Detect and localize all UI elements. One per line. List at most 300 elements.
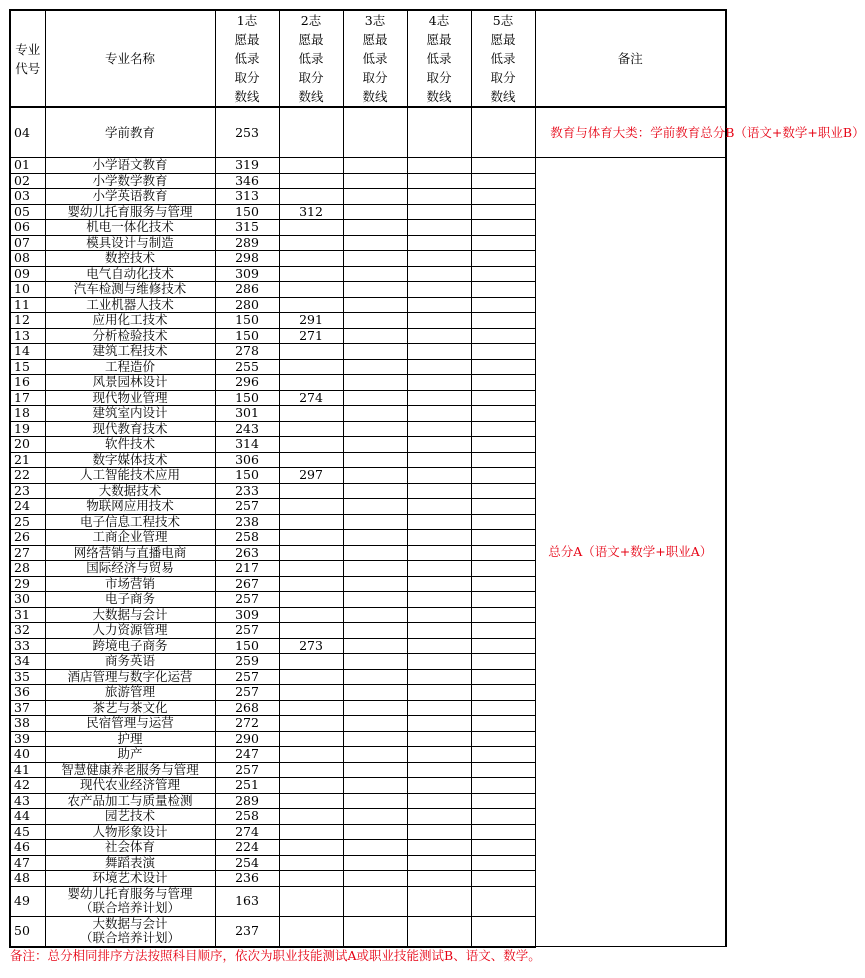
score-choice-3 bbox=[343, 685, 407, 701]
major-name: 电子商务 bbox=[45, 592, 215, 608]
score-choice-1: 224 bbox=[215, 840, 279, 856]
score-choice-3 bbox=[343, 514, 407, 530]
score-choice-2 bbox=[279, 762, 343, 778]
score-choice-1: 290 bbox=[215, 731, 279, 747]
major-code: 10 bbox=[10, 282, 45, 298]
score-choice-4 bbox=[407, 716, 471, 732]
score-choice-4 bbox=[407, 375, 471, 391]
score-choice-1: 150 bbox=[215, 204, 279, 220]
major-code: 33 bbox=[10, 638, 45, 654]
major-name: 护理 bbox=[45, 731, 215, 747]
major-name-subline: （联合培养计划） bbox=[79, 900, 180, 915]
score-choice-1: 255 bbox=[215, 359, 279, 375]
score-choice-5 bbox=[471, 437, 535, 453]
score-choice-5 bbox=[471, 344, 535, 360]
major-code: 15 bbox=[10, 359, 45, 375]
score-choice-1: 319 bbox=[215, 158, 279, 174]
score-choice-2 bbox=[279, 297, 343, 313]
score-choice-5 bbox=[471, 158, 535, 174]
major-name: 市场营销 bbox=[45, 576, 215, 592]
score-choice-3 bbox=[343, 840, 407, 856]
score-choice-3 bbox=[343, 328, 407, 344]
score-choice-3 bbox=[343, 390, 407, 406]
score-choice-1: 217 bbox=[215, 561, 279, 577]
score-choice-4 bbox=[407, 561, 471, 577]
score-choice-1: 309 bbox=[215, 607, 279, 623]
score-choice-5 bbox=[471, 204, 535, 220]
score-choice-5 bbox=[471, 421, 535, 437]
major-code: 35 bbox=[10, 669, 45, 685]
score-choice-1: 309 bbox=[215, 266, 279, 282]
score-choice-2 bbox=[279, 499, 343, 515]
header-major-name: 专业名称 bbox=[45, 10, 215, 107]
major-name: 人工智能技术应用 bbox=[45, 468, 215, 484]
score-choice-3 bbox=[343, 669, 407, 685]
score-choice-5 bbox=[471, 607, 535, 623]
score-choice-3 bbox=[343, 483, 407, 499]
score-choice-3 bbox=[343, 437, 407, 453]
score-choice-5 bbox=[471, 654, 535, 670]
score-choice-2 bbox=[279, 809, 343, 825]
score-choice-2 bbox=[279, 700, 343, 716]
major-code: 06 bbox=[10, 220, 45, 236]
major-code: 24 bbox=[10, 499, 45, 515]
major-name: 现代农业经济管理 bbox=[45, 778, 215, 794]
score-choice-3 bbox=[343, 344, 407, 360]
header-choice-2: 2志愿最低录取分数线 bbox=[279, 10, 343, 107]
score-choice-3 bbox=[343, 251, 407, 267]
score-choice-1: 263 bbox=[215, 545, 279, 561]
score-choice-4 bbox=[407, 638, 471, 654]
major-code: 26 bbox=[10, 530, 45, 546]
score-choice-5 bbox=[471, 871, 535, 887]
score-choice-1: 278 bbox=[215, 344, 279, 360]
major-code: 46 bbox=[10, 840, 45, 856]
score-choice-3 bbox=[343, 297, 407, 313]
score-choice-2 bbox=[279, 545, 343, 561]
major-code: 39 bbox=[10, 731, 45, 747]
score-choice-5 bbox=[471, 499, 535, 515]
score-choice-3 bbox=[343, 266, 407, 282]
score-choice-2 bbox=[279, 220, 343, 236]
score-choice-4 bbox=[407, 809, 471, 825]
score-choice-3 bbox=[343, 189, 407, 205]
score-choice-1: 257 bbox=[215, 499, 279, 515]
major-name: 国际经济与贸易 bbox=[45, 561, 215, 577]
score-choice-1: 267 bbox=[215, 576, 279, 592]
major-code: 49 bbox=[10, 886, 45, 916]
table-row bbox=[10, 158, 726, 174]
major-name: 应用化工技术 bbox=[45, 313, 215, 329]
score-choice-3 bbox=[343, 592, 407, 608]
score-choice-2 bbox=[279, 916, 343, 947]
major-name: 小学数学教育 bbox=[45, 173, 215, 189]
score-choice-4 bbox=[407, 592, 471, 608]
score-choice-4 bbox=[407, 282, 471, 298]
score-choice-5 bbox=[471, 576, 535, 592]
score-choice-5 bbox=[471, 778, 535, 794]
score-choice-2 bbox=[279, 359, 343, 375]
major-code: 44 bbox=[10, 809, 45, 825]
major-code: 40 bbox=[10, 747, 45, 763]
major-code: 32 bbox=[10, 623, 45, 639]
score-choice-2 bbox=[279, 871, 343, 887]
score-choice-4 bbox=[407, 886, 471, 916]
score-choice-3 bbox=[343, 375, 407, 391]
score-choice-1: 274 bbox=[215, 824, 279, 840]
major-code: 20 bbox=[10, 437, 45, 453]
major-code: 18 bbox=[10, 406, 45, 422]
score-choice-1: 163 bbox=[215, 886, 279, 916]
score-choice-5 bbox=[471, 189, 535, 205]
score-choice-1: 150 bbox=[215, 638, 279, 654]
score-choice-4 bbox=[407, 576, 471, 592]
score-choice-4 bbox=[407, 871, 471, 887]
major-code: 11 bbox=[10, 297, 45, 313]
score-choice-2 bbox=[279, 235, 343, 251]
score-choice-5 bbox=[471, 220, 535, 236]
score-choice-4 bbox=[407, 344, 471, 360]
major-name: 数控技术 bbox=[45, 251, 215, 267]
score-choice-5 bbox=[471, 266, 535, 282]
major-code: 37 bbox=[10, 700, 45, 716]
score-choice-4 bbox=[407, 158, 471, 174]
score-choice-1: 233 bbox=[215, 483, 279, 499]
table-row bbox=[10, 107, 726, 158]
score-choice-1: 243 bbox=[215, 421, 279, 437]
major-code: 21 bbox=[10, 452, 45, 468]
score-choice-3 bbox=[343, 452, 407, 468]
score-choice-4 bbox=[407, 220, 471, 236]
score-choice-5 bbox=[471, 483, 535, 499]
score-choice-1: 313 bbox=[215, 189, 279, 205]
score-choice-3 bbox=[343, 107, 407, 158]
score-choice-3 bbox=[343, 871, 407, 887]
score-choice-5 bbox=[471, 638, 535, 654]
score-choice-5 bbox=[471, 840, 535, 856]
score-choice-2 bbox=[279, 282, 343, 298]
major-name: 小学语文教育 bbox=[45, 158, 215, 174]
score-choice-1: 251 bbox=[215, 778, 279, 794]
score-choice-4 bbox=[407, 499, 471, 515]
major-code: 28 bbox=[10, 561, 45, 577]
header-choice-4: 4志愿最低录取分数线 bbox=[407, 10, 471, 107]
score-choice-3 bbox=[343, 824, 407, 840]
major-name: 工业机器人技术 bbox=[45, 297, 215, 313]
score-choice-4 bbox=[407, 607, 471, 623]
score-choice-1: 247 bbox=[215, 747, 279, 763]
score-choice-1: 296 bbox=[215, 375, 279, 391]
major-name: 智慧健康养老服务与管理 bbox=[45, 762, 215, 778]
major-code: 17 bbox=[10, 390, 45, 406]
score-choice-2 bbox=[279, 840, 343, 856]
major-code: 03 bbox=[10, 189, 45, 205]
score-choice-2 bbox=[279, 421, 343, 437]
score-choice-1: 257 bbox=[215, 762, 279, 778]
score-choice-2 bbox=[279, 855, 343, 871]
score-choice-4 bbox=[407, 514, 471, 530]
score-choice-3 bbox=[343, 468, 407, 484]
score-choice-3 bbox=[343, 359, 407, 375]
score-choice-5 bbox=[471, 824, 535, 840]
score-choice-2 bbox=[279, 778, 343, 794]
major-name: 软件技术 bbox=[45, 437, 215, 453]
major-name: 小学英语教育 bbox=[45, 189, 215, 205]
score-choice-5 bbox=[471, 107, 535, 158]
score-choice-5 bbox=[471, 916, 535, 947]
major-code: 09 bbox=[10, 266, 45, 282]
score-choice-4 bbox=[407, 173, 471, 189]
score-choice-2 bbox=[279, 685, 343, 701]
score-choice-2: 274 bbox=[279, 390, 343, 406]
score-choice-2: 273 bbox=[279, 638, 343, 654]
score-choice-1: 238 bbox=[215, 514, 279, 530]
score-choice-2 bbox=[279, 669, 343, 685]
major-code: 04 bbox=[10, 107, 45, 158]
score-choice-3 bbox=[343, 313, 407, 329]
score-choice-3 bbox=[343, 499, 407, 515]
score-choice-1: 257 bbox=[215, 669, 279, 685]
major-code: 30 bbox=[10, 592, 45, 608]
major-code: 01 bbox=[10, 158, 45, 174]
major-name: 分析检验技术 bbox=[45, 328, 215, 344]
major-name: 大数据技术 bbox=[45, 483, 215, 499]
score-choice-4 bbox=[407, 204, 471, 220]
score-choice-3 bbox=[343, 204, 407, 220]
score-choice-5 bbox=[471, 251, 535, 267]
score-choice-2: 297 bbox=[279, 468, 343, 484]
score-choice-4 bbox=[407, 251, 471, 267]
score-choice-4 bbox=[407, 189, 471, 205]
score-choice-1: 268 bbox=[215, 700, 279, 716]
score-choice-5 bbox=[471, 731, 535, 747]
score-choice-5 bbox=[471, 530, 535, 546]
major-code: 08 bbox=[10, 251, 45, 267]
major-name: 社会体育 bbox=[45, 840, 215, 856]
score-choice-2 bbox=[279, 607, 343, 623]
score-choice-2 bbox=[279, 886, 343, 916]
major-name: 风景园林设计 bbox=[45, 375, 215, 391]
major-name bbox=[45, 916, 215, 947]
group-note-cell: 总分A（语文+数学+职业A） bbox=[535, 158, 726, 947]
score-choice-5 bbox=[471, 716, 535, 732]
score-choice-4 bbox=[407, 731, 471, 747]
score-choice-5 bbox=[471, 747, 535, 763]
major-name: 现代教育技术 bbox=[45, 421, 215, 437]
header-choice-5: 5志愿最低录取分数线 bbox=[471, 10, 535, 107]
score-choice-5 bbox=[471, 313, 535, 329]
major-name: 茶艺与茶文化 bbox=[45, 700, 215, 716]
score-choice-2 bbox=[279, 344, 343, 360]
score-choice-2 bbox=[279, 561, 343, 577]
score-choice-5 bbox=[471, 669, 535, 685]
score-choice-3 bbox=[343, 576, 407, 592]
score-choice-4 bbox=[407, 468, 471, 484]
score-choice-2: 271 bbox=[279, 328, 343, 344]
major-name: 环境艺术设计 bbox=[45, 871, 215, 887]
score-choice-5 bbox=[471, 700, 535, 716]
score-choice-3 bbox=[343, 282, 407, 298]
score-choice-5 bbox=[471, 514, 535, 530]
score-choice-2 bbox=[279, 483, 343, 499]
score-choice-3 bbox=[343, 793, 407, 809]
major-code: 25 bbox=[10, 514, 45, 530]
major-name: 网络营销与直播电商 bbox=[45, 545, 215, 561]
score-choice-4 bbox=[407, 700, 471, 716]
major-code: 22 bbox=[10, 468, 45, 484]
score-choice-3 bbox=[343, 762, 407, 778]
major-code: 13 bbox=[10, 328, 45, 344]
score-choice-2 bbox=[279, 375, 343, 391]
score-choice-2 bbox=[279, 514, 343, 530]
major-code: 16 bbox=[10, 375, 45, 391]
major-name: 工程造价 bbox=[45, 359, 215, 375]
score-choice-3 bbox=[343, 731, 407, 747]
score-choice-4 bbox=[407, 623, 471, 639]
score-choice-1: 298 bbox=[215, 251, 279, 267]
major-name: 民宿管理与运营 bbox=[45, 716, 215, 732]
score-choice-4 bbox=[407, 824, 471, 840]
score-choice-5 bbox=[471, 793, 535, 809]
score-choice-2 bbox=[279, 592, 343, 608]
score-choice-4 bbox=[407, 530, 471, 546]
major-name: 农产品加工与质量检测 bbox=[45, 793, 215, 809]
score-choice-4 bbox=[407, 762, 471, 778]
score-choice-3 bbox=[343, 530, 407, 546]
score-choice-1: 257 bbox=[215, 623, 279, 639]
score-choice-3 bbox=[343, 406, 407, 422]
score-choice-4 bbox=[407, 406, 471, 422]
major-name: 跨境电子商务 bbox=[45, 638, 215, 654]
score-choice-1: 257 bbox=[215, 685, 279, 701]
score-choice-4 bbox=[407, 747, 471, 763]
admission-score-table bbox=[9, 9, 865, 948]
score-choice-1: 315 bbox=[215, 220, 279, 236]
major-name: 电气自动化技术 bbox=[45, 266, 215, 282]
major-name: 模具设计与制造 bbox=[45, 235, 215, 251]
score-choice-3 bbox=[343, 855, 407, 871]
score-choice-1: 254 bbox=[215, 855, 279, 871]
major-name: 舞蹈表演 bbox=[45, 855, 215, 871]
score-choice-2 bbox=[279, 266, 343, 282]
score-choice-1: 259 bbox=[215, 654, 279, 670]
major-code: 19 bbox=[10, 421, 45, 437]
score-choice-3 bbox=[343, 220, 407, 236]
score-choice-4 bbox=[407, 107, 471, 158]
score-choice-3 bbox=[343, 747, 407, 763]
score-choice-4 bbox=[407, 545, 471, 561]
major-code: 48 bbox=[10, 871, 45, 887]
score-choice-3 bbox=[343, 623, 407, 639]
score-choice-1: 150 bbox=[215, 313, 279, 329]
score-choice-4 bbox=[407, 328, 471, 344]
major-name: 商务英语 bbox=[45, 654, 215, 670]
major-code: 34 bbox=[10, 654, 45, 670]
score-choice-2 bbox=[279, 107, 343, 158]
score-choice-5 bbox=[471, 561, 535, 577]
score-choice-4 bbox=[407, 266, 471, 282]
score-choice-2 bbox=[279, 452, 343, 468]
header-row bbox=[10, 10, 726, 107]
header-note: 备注 bbox=[535, 10, 726, 107]
score-choice-3 bbox=[343, 916, 407, 947]
score-choice-4 bbox=[407, 840, 471, 856]
score-choice-2 bbox=[279, 654, 343, 670]
score-choice-4 bbox=[407, 855, 471, 871]
major-code: 23 bbox=[10, 483, 45, 499]
score-choice-4 bbox=[407, 778, 471, 794]
score-choice-4 bbox=[407, 452, 471, 468]
score-choice-1: 258 bbox=[215, 809, 279, 825]
score-choice-5 bbox=[471, 235, 535, 251]
score-choice-1: 289 bbox=[215, 793, 279, 809]
major-code: 02 bbox=[10, 173, 45, 189]
score-choice-5 bbox=[471, 328, 535, 344]
major-name: 旅游管理 bbox=[45, 685, 215, 701]
score-choice-1: 150 bbox=[215, 328, 279, 344]
score-choice-5 bbox=[471, 390, 535, 406]
score-choice-4 bbox=[407, 669, 471, 685]
score-choice-3 bbox=[343, 158, 407, 174]
score-choice-5 bbox=[471, 359, 535, 375]
major-name: 助产 bbox=[45, 747, 215, 763]
major-code: 43 bbox=[10, 793, 45, 809]
major-name: 汽车检测与维修技术 bbox=[45, 282, 215, 298]
score-choice-5 bbox=[471, 468, 535, 484]
major-name: 机电一体化技术 bbox=[45, 220, 215, 236]
score-choice-3 bbox=[343, 421, 407, 437]
score-choice-4 bbox=[407, 916, 471, 947]
major-code: 36 bbox=[10, 685, 45, 701]
score-choice-3 bbox=[343, 778, 407, 794]
score-choice-3 bbox=[343, 173, 407, 189]
header-choice-1: 1志愿最低录取分数线 bbox=[215, 10, 279, 107]
score-choice-1: 314 bbox=[215, 437, 279, 453]
score-choice-2 bbox=[279, 731, 343, 747]
major-code: 45 bbox=[10, 824, 45, 840]
major-code: 42 bbox=[10, 778, 45, 794]
score-choice-5 bbox=[471, 173, 535, 189]
major-code: 31 bbox=[10, 607, 45, 623]
score-choice-4 bbox=[407, 793, 471, 809]
score-choice-1: 306 bbox=[215, 452, 279, 468]
major-code: 47 bbox=[10, 855, 45, 871]
major-name: 大数据与会计 bbox=[45, 607, 215, 623]
score-choice-5 bbox=[471, 685, 535, 701]
major-name: 物联网应用技术 bbox=[45, 499, 215, 515]
header-major-code: 专业代号 bbox=[10, 10, 45, 107]
score-choice-3 bbox=[343, 809, 407, 825]
score-choice-5 bbox=[471, 452, 535, 468]
major-name-subline: （联合培养计划） bbox=[79, 930, 180, 945]
score-choice-3 bbox=[343, 545, 407, 561]
score-choice-3 bbox=[343, 886, 407, 916]
score-choice-4 bbox=[407, 654, 471, 670]
score-choice-1: 150 bbox=[215, 390, 279, 406]
score-choice-5 bbox=[471, 375, 535, 391]
score-choice-2 bbox=[279, 747, 343, 763]
score-choice-2 bbox=[279, 623, 343, 639]
score-choice-1: 236 bbox=[215, 871, 279, 887]
score-choice-2 bbox=[279, 530, 343, 546]
major-code: 14 bbox=[10, 344, 45, 360]
major-code: 07 bbox=[10, 235, 45, 251]
major-code: 29 bbox=[10, 576, 45, 592]
footnote: 备注：总分相同排序方法按照科目顺序，依次为职业技能测试A或职业技能测试B、语文、数学。 bbox=[10, 948, 541, 963]
score-choice-2 bbox=[279, 716, 343, 732]
major-name: 现代物业管理 bbox=[45, 390, 215, 406]
major-name: 人力资源管理 bbox=[45, 623, 215, 639]
